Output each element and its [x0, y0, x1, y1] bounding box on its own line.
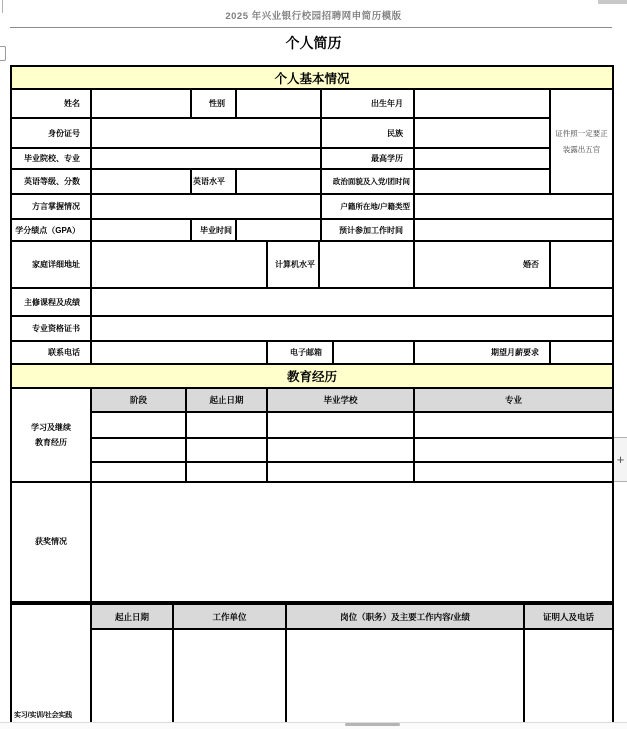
edu-row1-major-cell[interactable]	[413, 411, 614, 439]
courses-label: 主修课程及成绩	[10, 287, 92, 317]
dialect-value-cell[interactable]	[90, 193, 322, 220]
grad-time-value-cell[interactable]	[235, 218, 322, 242]
edu-header-dates: 起止日期	[185, 387, 268, 413]
education-row-label-line2: 教育经历	[35, 438, 67, 447]
work-row1-dates-cell[interactable]	[90, 628, 174, 729]
marital-value-cell[interactable]	[549, 240, 614, 289]
section-banner-education: 教育经历	[10, 363, 614, 389]
gpa-label: 学分绩点（GPA）	[10, 218, 92, 242]
name-value-cell[interactable]	[90, 88, 192, 119]
photo-cell[interactable]	[549, 88, 614, 195]
english-grade-value-cell[interactable]	[90, 168, 192, 195]
edu-row2-dates-cell[interactable]	[185, 437, 268, 463]
section-banner-basic: 个人基本情况	[10, 65, 614, 90]
expected-work-time-label: 预计参加工作时间	[320, 218, 415, 242]
english-grade-label: 英语等级、分数	[10, 168, 92, 195]
edu-row2-major-cell[interactable]	[413, 437, 614, 463]
ethnicity-label: 民族	[320, 117, 415, 149]
header-title: 2025 年兴业银行校园招聘网申简历模版	[225, 11, 402, 22]
id-number-value-cell[interactable]	[90, 117, 322, 149]
horizontal-scrollbar-thumb[interactable]	[345, 723, 400, 726]
work-header-reference: 证明人及电话	[523, 603, 614, 630]
header-underline	[10, 27, 612, 28]
edu-row3-school-cell[interactable]	[266, 461, 415, 483]
highest-degree-value-cell[interactable]	[413, 147, 551, 170]
id-number-label: 身份证号	[10, 117, 92, 149]
education-row-label-line1: 学习及继续	[31, 422, 71, 432]
highest-degree-label: 最高学历	[320, 147, 415, 170]
salary-label: 期望月薪要求	[413, 340, 551, 365]
edu-header-major: 专业	[413, 387, 614, 413]
courses-value-cell[interactable]	[90, 287, 614, 317]
edu-row1-school-cell[interactable]	[266, 411, 415, 439]
computer-level-value-cell[interactable]	[318, 240, 415, 289]
hukou-value-cell[interactable]	[413, 193, 614, 220]
work-row-label: 实习/实训/社会实践	[10, 603, 92, 729]
page-title: 个人简历	[285, 35, 342, 51]
edu-row3-major-cell[interactable]	[413, 461, 614, 483]
horizontal-scrollbar[interactable]	[0, 722, 627, 729]
work-header-employer: 工作单位	[172, 603, 287, 630]
photo-note-line2: 装露出五官	[562, 144, 601, 154]
work-row1-employer-cell[interactable]	[172, 628, 287, 729]
phone-value-cell[interactable]	[90, 340, 268, 365]
ethnicity-value-cell[interactable]	[413, 117, 551, 149]
gender-value-cell[interactable]	[235, 88, 322, 119]
gender-label: 性别	[190, 88, 237, 119]
birth-label: 出生年月	[320, 88, 415, 119]
work-row1-reference-cell[interactable]	[523, 628, 614, 729]
work-header-position: 岗位（职务）及主要工作内容/业绩	[285, 603, 525, 630]
edu-row3-stage-cell[interactable]	[90, 461, 187, 483]
awards-label: 获奖情况	[10, 481, 92, 603]
edu-row3-dates-cell[interactable]	[185, 461, 268, 483]
phone-label: 联系电话	[10, 340, 92, 365]
home-address-label: 家庭详细地址	[10, 240, 92, 289]
computer-level-label: 计算机水平	[266, 240, 320, 289]
hukou-label: 户籍所在地/户籍类型	[320, 193, 415, 220]
political-label: 政治面貌及入党/团时间	[320, 168, 415, 195]
dialect-label: 方言掌握情况	[10, 193, 92, 220]
gpa-value-cell[interactable]	[90, 218, 192, 242]
edu-row2-school-cell[interactable]	[266, 437, 415, 463]
edu-row2-stage-cell[interactable]	[90, 437, 187, 463]
political-value-cell[interactable]	[413, 168, 551, 195]
insert-plus-button[interactable]	[614, 437, 627, 482]
marital-label: 婚否	[413, 240, 551, 289]
table-anchor-handle[interactable]	[0, 46, 6, 61]
certificates-value-cell[interactable]	[90, 315, 614, 342]
english-level-label: 英语水平	[190, 168, 237, 195]
email-label: 电子邮箱	[266, 340, 334, 365]
birth-value-cell[interactable]	[413, 88, 551, 119]
name-label: 姓名	[10, 88, 92, 119]
salary-value-cell[interactable]	[549, 340, 614, 365]
education-row-label	[10, 387, 92, 483]
awards-value-cell[interactable]	[90, 481, 614, 603]
email-value-cell[interactable]	[332, 340, 415, 365]
resume-table	[10, 65, 616, 729]
edu-row1-stage-cell[interactable]	[90, 411, 187, 439]
certificates-label: 专业资格证书	[10, 315, 92, 342]
school-major-value-cell[interactable]	[90, 147, 322, 170]
work-header-dates: 起止日期	[90, 603, 174, 630]
school-major-label: 毕业院校、专业	[10, 147, 92, 170]
english-level-value-cell[interactable]	[235, 168, 322, 195]
photo-note-line1: 证件照一定要正	[555, 128, 608, 138]
work-row1-position-cell[interactable]	[285, 628, 525, 729]
plus-icon: +	[616, 452, 625, 467]
scrollbar-fragment	[598, 0, 627, 4]
home-address-value-cell[interactable]	[90, 240, 268, 289]
expected-work-time-value-cell[interactable]	[413, 218, 614, 242]
edu-header-stage: 阶段	[90, 387, 187, 413]
edu-row1-dates-cell[interactable]	[185, 411, 268, 439]
grad-time-label: 毕业时间	[190, 218, 237, 242]
edu-header-school: 毕业学校	[266, 387, 415, 413]
